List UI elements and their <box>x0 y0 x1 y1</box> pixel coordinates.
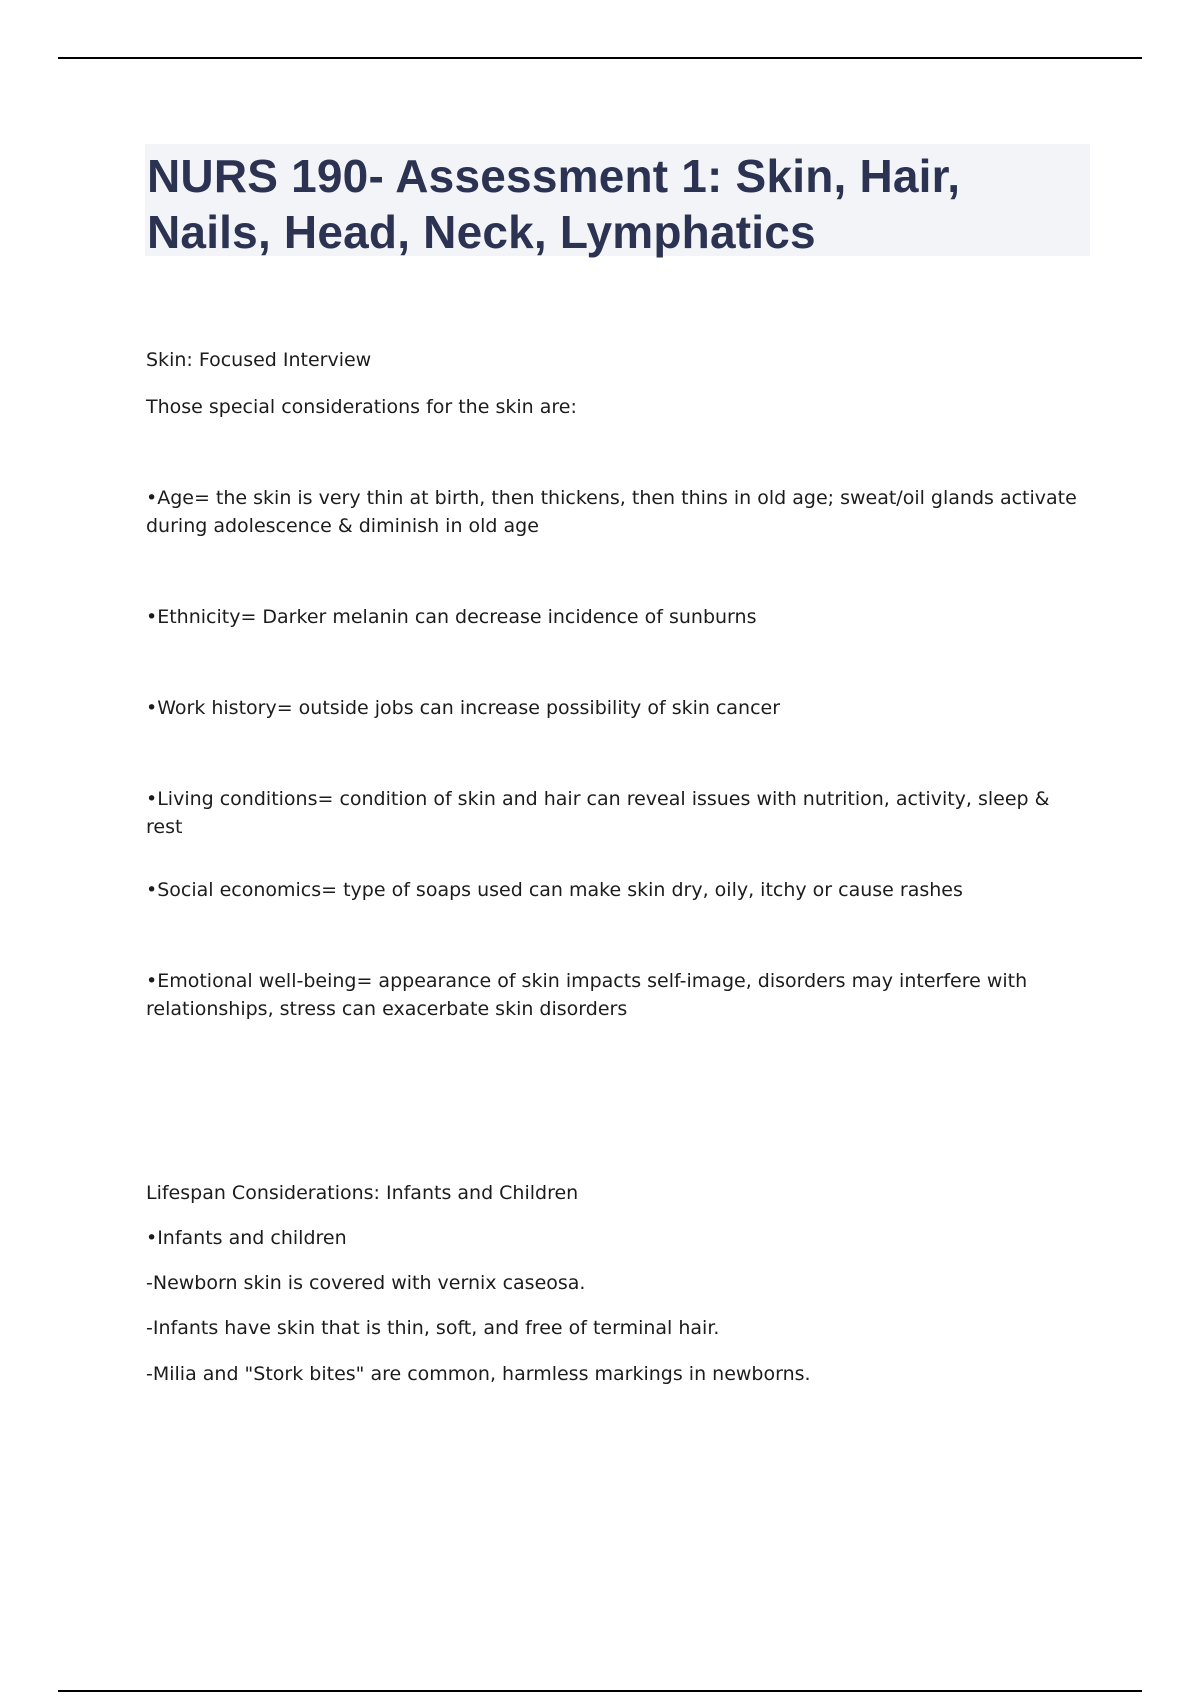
consideration-age: •Age= the skin is very thin at birth, then thickens, then thins in old age; sweat/oil glands activate during adolescence & diminish in old age <box>146 487 1077 537</box>
consideration-ethnicity: •Ethnicity= Darker melanin can decrease incidence of sunburns <box>146 606 757 628</box>
lifespan-point-vernix: -Newborn skin is covered with vernix caseosa. <box>146 1272 586 1294</box>
consideration-work-history: •Work history= outside jobs can increase possibility of skin cancer <box>146 697 781 719</box>
title-block <box>145 144 1090 256</box>
consideration-emotional-well-being: •Emotional well-being= appearance of skin impacts self-image, disorders may interfere with relationships, stress can exacerbate skin disorders <box>146 970 1028 1020</box>
lifespan-section-heading: Lifespan Considerations: Infants and Children <box>146 1182 579 1204</box>
skin-section-intro: Those special considerations for the skin are: <box>146 396 577 418</box>
lifespan-point-milia: -Milia and "Stork bites" are common, harmless markings in newborns. <box>146 1363 811 1385</box>
bottom-rule <box>58 1690 1142 1692</box>
top-rule <box>58 57 1142 59</box>
consideration-social-economics: •Social economics= type of soaps used can make skin dry, oily, itchy or cause rashes <box>146 879 963 901</box>
lifespan-point-infant-skin: -Infants have skin that is thin, soft, and free of terminal hair. <box>146 1317 720 1339</box>
consideration-living-conditions: •Living conditions= condition of skin and hair can reveal issues with nutrition, activity, sleep & rest <box>146 788 1050 838</box>
document-title: NURS 190- Assessment 1: Skin, Hair, Nails, Head, Neck, Lymphatics <box>147 150 961 258</box>
skin-section-heading: Skin: Focused Interview <box>146 349 372 371</box>
lifespan-bullet: •Infants and children <box>146 1227 347 1249</box>
